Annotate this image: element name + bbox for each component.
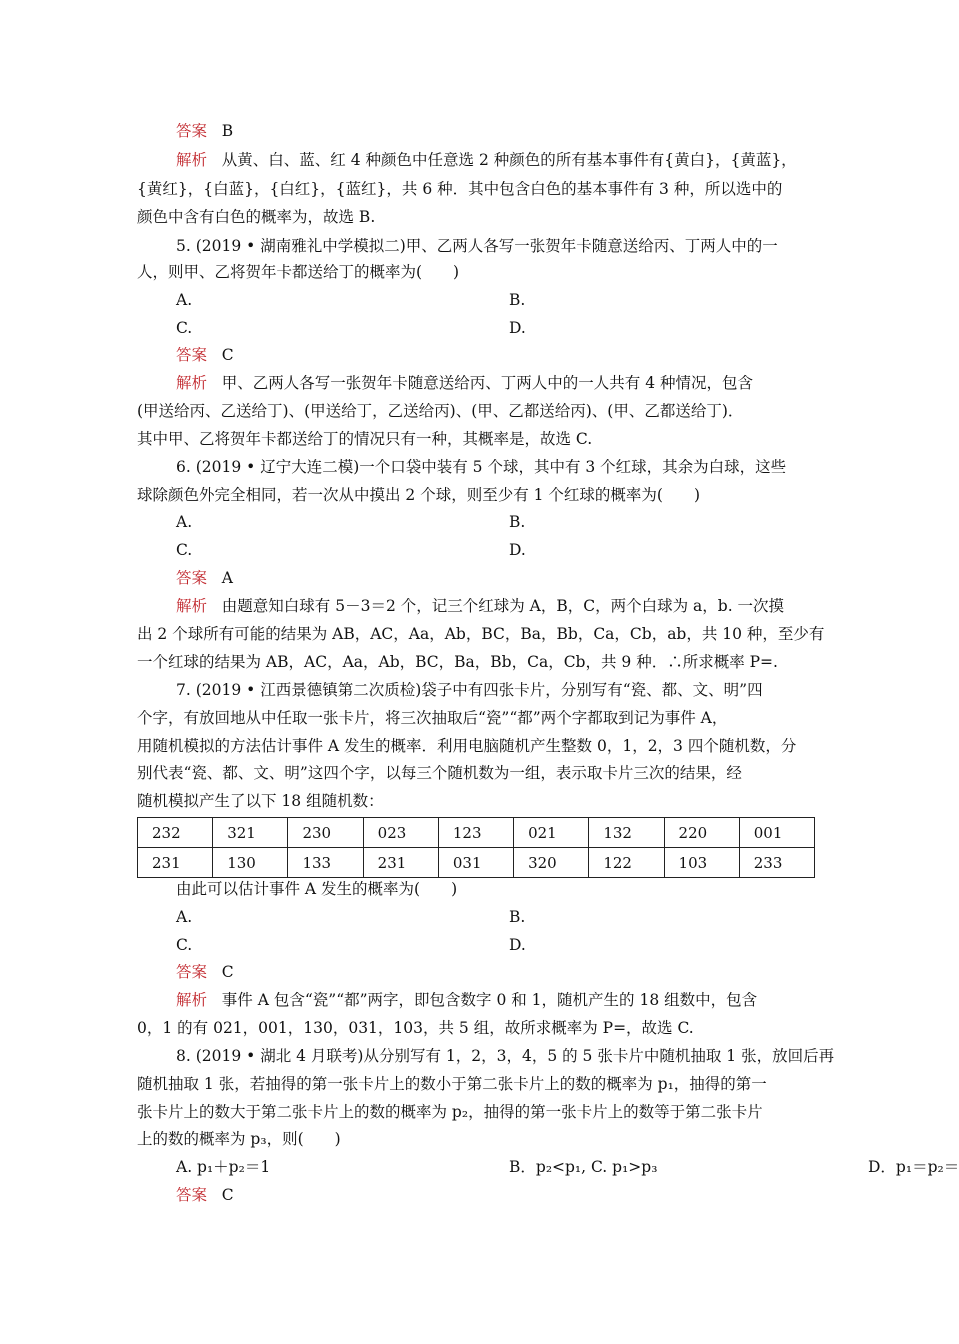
analysis-text: 其中甲、乙将贺年卡都送给丁的情况只有一种，其概率是，故选 C.: [137, 430, 593, 448]
table-cell: 220: [664, 818, 739, 848]
analysis-text: 甲、乙两人各写一张贺年卡随意送给丙、丁两人中的一人共有 4 种情况，包含: [221, 374, 754, 392]
analysis-label: 解析: [176, 991, 208, 1009]
answer-value: A: [221, 569, 233, 587]
analysis-line: [176, 596, 784, 616]
question-text: 用随机模拟的方法估计事件 A 发生的概率．利用电脑随机产生整数 0，1，2，3 四个随机数，分: [137, 737, 797, 755]
question-text: 张卡片上的数大于第二张卡片上的数的概率为 p₂，抽得的第一张卡片上的数等于第二张卡片: [137, 1103, 763, 1121]
table-cell: 233: [739, 848, 814, 878]
table-row: [138, 848, 815, 878]
analysis-label: 解析: [176, 374, 208, 392]
table-cell: 122: [589, 848, 664, 878]
answer-value: C: [221, 346, 234, 364]
answer-line: [176, 121, 233, 141]
analysis-text: (甲送给丙、乙送给丁)、(甲送给丁，乙送给丙)、(甲、乙都送给丙)、(甲、乙都送给丁)．: [137, 402, 744, 420]
table-cell: 231: [363, 848, 438, 878]
option-b: B.: [509, 513, 526, 531]
analysis-text: 出 2 个球所有可能的结果为 AB，AC，Aa，Ab，BC，Ba，Bb，Ca，Cb，ab，共 10 种，至少有: [137, 625, 825, 643]
option-a: A.: [176, 513, 193, 531]
question-text: 6. (2019 • 辽宁大连二模)一个口袋中装有 5 个球，其中有 3 个红球，其余为白球，这些: [176, 458, 787, 476]
answer-label: 答案: [176, 1186, 208, 1204]
option-b: B.: [509, 908, 526, 926]
option-d: D.: [509, 936, 526, 954]
answer-line: [176, 1185, 234, 1205]
analysis-line: [176, 373, 753, 393]
answer-value: C: [221, 963, 234, 981]
option-c: C.: [176, 541, 193, 559]
analysis-text: 从黄、白、蓝、红 4 种颜色中任意选 2 种颜色的所有基本事件有{黄白}，{黄蓝}，: [221, 151, 797, 169]
option-c: C.: [176, 936, 193, 954]
table-cell: 123: [438, 818, 513, 848]
analysis-text: {黄红}，{白蓝}，{白红}，{蓝红}，共 6 种．其中包含白色的基本事件有 3 种，所以选中的: [137, 180, 783, 198]
analysis-line: [176, 150, 797, 170]
table-cell: 232: [138, 818, 213, 848]
answer-line: [176, 345, 234, 365]
question-text: 个字，有放回地从中任取一张卡片，将三次抽取后“瓷”“都”两个字都取到记为事件 A，: [137, 709, 728, 727]
option-a: A.: [176, 291, 193, 309]
table-cell: 023: [363, 818, 438, 848]
question-text: 随机抽取 1 张，若抽得的第一张卡片上的数小于第二张卡片上的数的概率为 p₁，抽得的第一: [137, 1075, 767, 1093]
analysis-text: 0，1 的有 021，001，130，031，103，共 5 组，故所求概率为 P=，故选 C.: [137, 1019, 694, 1037]
answer-value: C: [221, 1186, 234, 1204]
question-text: 8. (2019 • 湖北 4 月联考)从分别写有 1，2，3，4，5 的 5 张卡片中随机抽取 1 张，放回后再: [176, 1047, 835, 1065]
table-cell: 321: [213, 818, 288, 848]
table-cell: 130: [213, 848, 288, 878]
question-text: 别代表“瓷、都、文、明”这四个字，以每三个随机数为一组，表示取卡片三次的结果，经: [137, 764, 742, 782]
answer-label: 答案: [176, 569, 208, 587]
option-bc: B．p₂<p₁, C. p₁>p₃: [509, 1158, 658, 1176]
analysis-text: 一个红球的结果为 AB，AC，Aa，Ab，BC，Ba，Bb，Ca，Cb，共 9 种．∴所求概率 P=.: [137, 653, 778, 671]
question-text: 由此可以估计事件 A 发生的概率为( ): [176, 880, 458, 898]
table-cell: 103: [664, 848, 739, 878]
table-cell: 021: [514, 818, 589, 848]
answer-label: 答案: [176, 963, 208, 981]
analysis-text: 颜色中含有白色的概率为，故选 B.: [137, 208, 376, 226]
option-c: C.: [176, 319, 193, 337]
option-a: A. p₁＋p₂＝1: [176, 1158, 271, 1176]
analysis-line: [176, 990, 757, 1010]
table-cell: 031: [438, 848, 513, 878]
analysis-text: 事件 A 包含“瓷”“都”两字，即包含数字 0 和 1，随机产生的 18 组数中，包含: [221, 991, 758, 1009]
table-cell: 133: [288, 848, 363, 878]
table-cell: 132: [589, 818, 664, 848]
option-d: D.: [509, 319, 526, 337]
answer-line: [176, 568, 233, 588]
question-text: 球除颜色外完全相同，若一次从中摸出 2 个球，则至少有 1 个红球的概率为( ): [137, 486, 701, 504]
answer-line: [176, 962, 234, 982]
table-cell: 231: [138, 848, 213, 878]
answer-label: 答案: [176, 346, 208, 364]
table-row: [138, 818, 815, 848]
table-cell: 001: [739, 818, 814, 848]
analysis-label: 解析: [176, 151, 208, 169]
table-cell: 230: [288, 818, 363, 848]
answer-label: 答案: [176, 122, 208, 140]
random-number-table: [137, 817, 815, 878]
option-d: D.: [509, 541, 526, 559]
option-a: A.: [176, 908, 193, 926]
question-text: 上的数的概率为 p₃，则( ): [137, 1130, 341, 1148]
question-text: 7. (2019 • 江西景德镇第二次质检)袋子中有四张卡片，分别写有“瓷、都、文、明”四: [176, 681, 763, 699]
question-text: 人，则甲、乙将贺年卡都送给丁的概率为( ): [137, 263, 460, 281]
question-text: 5. (2019 • 湖南雅礼中学模拟二)甲、乙两人各写一张贺年卡随意送给丙、丁两人中的一: [176, 237, 778, 255]
answer-value: B: [221, 122, 234, 140]
option-b: B.: [509, 291, 526, 309]
table-cell: 320: [514, 848, 589, 878]
question-text: 随机模拟产生了以下 18 组随机数：: [137, 792, 384, 810]
analysis-label: 解析: [176, 597, 208, 615]
analysis-text: 由题意知白球有 5－3＝2 个，记三个红球为 A，B，C，两个白球为 a，b. 一次摸: [221, 597, 785, 615]
option-d: D．p₁＝p₂＝: [868, 1158, 959, 1176]
